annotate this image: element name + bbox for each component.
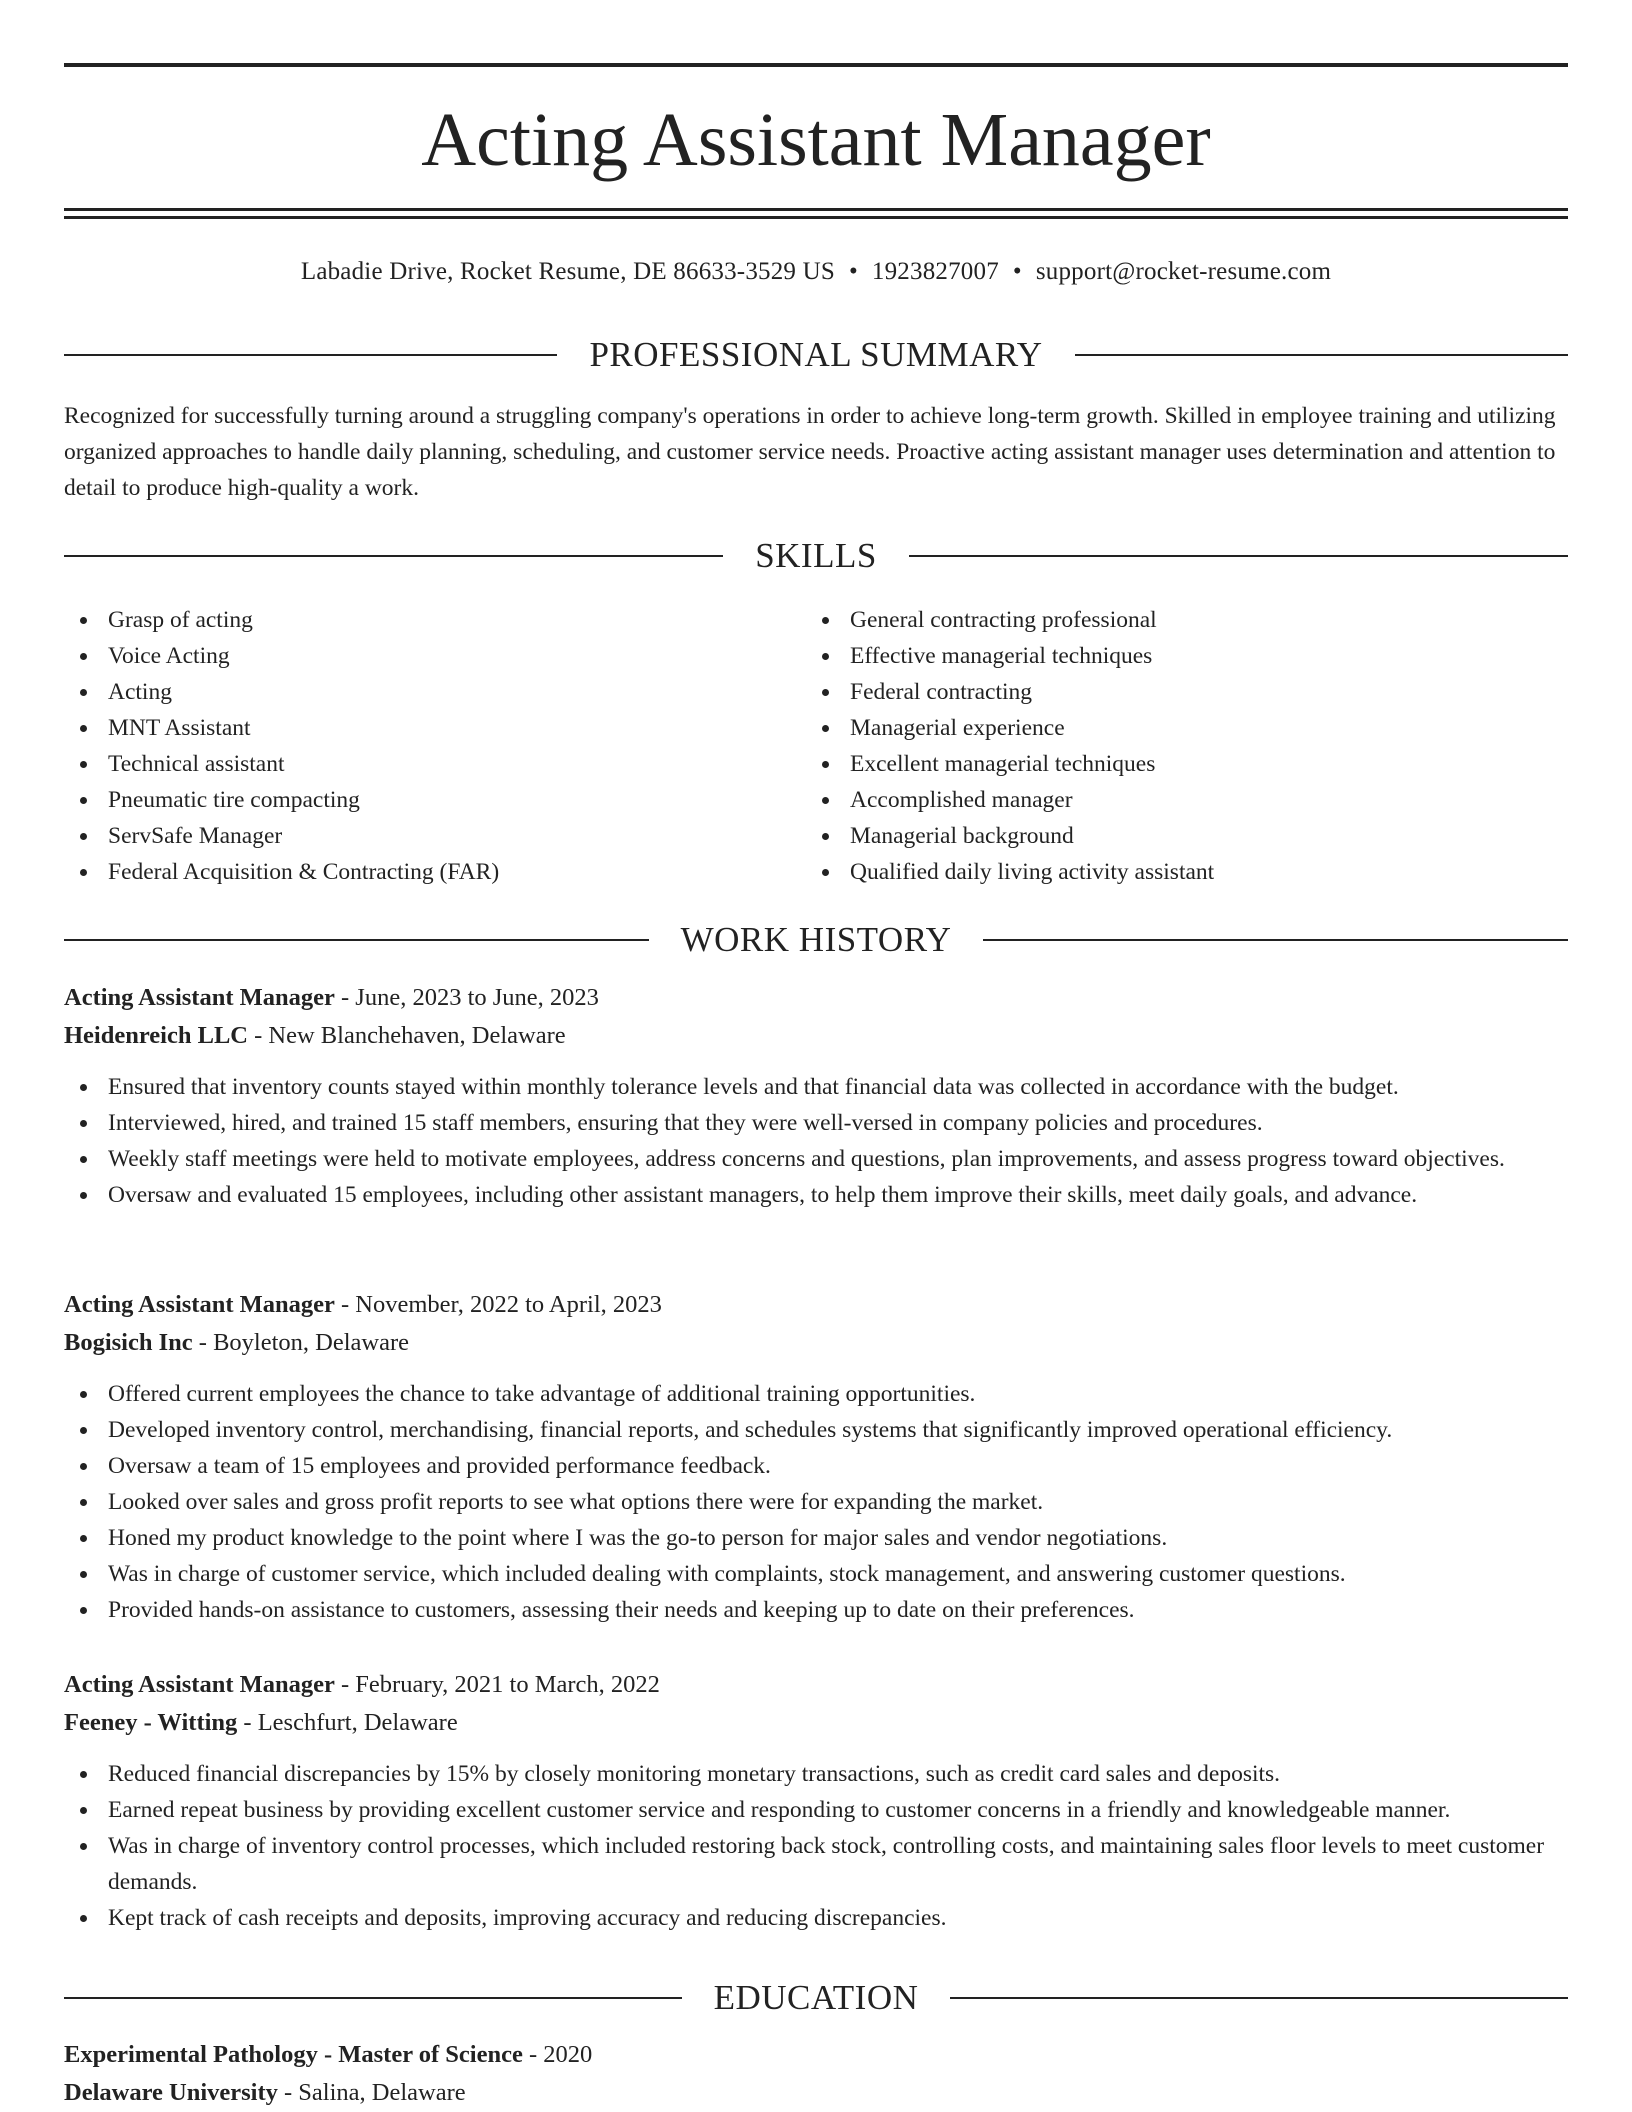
education-field: Experimental Pathology (64, 2041, 318, 2068)
contact-separator: • (848, 258, 858, 285)
contact-address: Labadie Drive, Rocket Resume, DE 86633-3529 US (300, 258, 835, 285)
education-heading-label: EDUCATION (713, 1978, 919, 2017)
skills-heading (64, 534, 1568, 578)
job-company: Feeney - Witting (64, 1709, 238, 1736)
job-location: New Blanchehaven, Delaware (268, 1022, 566, 1049)
summary-heading-label: PROFESSIONAL SUMMARY (589, 335, 1043, 374)
heading-rule (64, 1997, 682, 1999)
title-rule-lower (64, 216, 1568, 219)
heading-rule (1075, 354, 1568, 356)
job-bullet: Developed inventory control, merchandising, financial reports, and schedules systems that significantly improved operational efficiency. (64, 1412, 1568, 1448)
skill-item: Federal contracting (806, 674, 1506, 710)
top-rule (64, 63, 1568, 67)
contact-separator: • (1012, 258, 1022, 285)
job-title: Acting Assistant Manager (64, 1291, 335, 1318)
contact-line (64, 254, 1568, 290)
job-company: Heidenreich LLC (64, 1022, 248, 1049)
education-entry (64, 2036, 1568, 2112)
skill-item: Technical assistant (64, 746, 764, 782)
job-entry (64, 1666, 1568, 1936)
summary-text: Recognized for successfully turning around a struggling company's operations in order to achieve long-term growth. Skilled in employee training and utilizing organized approaches to handle daily planning, scheduling, and customer service needs. Proactive acting assistant manager uses determination and attention to detail to produce high-quality a work. (64, 403, 1556, 501)
skill-item: ServSafe Manager (64, 818, 764, 854)
dash: - (247, 1022, 269, 1049)
heading-rule (64, 354, 557, 356)
job-bullet: Reduced financial discrepancies by 15% by closely monitoring monetary transactions, such as credit card sales and deposits. (64, 1756, 1568, 1792)
work-history-heading (64, 918, 1568, 962)
job-title: Acting Assistant Manager (64, 1671, 335, 1698)
skill-item: Grasp of acting (64, 602, 764, 638)
job-title-line (64, 979, 1568, 1017)
skill-item: Pneumatic tire compacting (64, 782, 764, 818)
job-company: Bogisich Inc (64, 1329, 193, 1356)
education-year: 2020 (543, 2041, 593, 2068)
contact-email: support@rocket-resume.com (1035, 258, 1332, 285)
dash: - (334, 984, 356, 1011)
job-bullet: Provided hands-on assistance to customers, assessing their needs and keeping up to date on their preferences. (64, 1592, 1568, 1628)
job-bullet: Interviewed, hired, and trained 15 staff members, ensuring that they were well-versed in company policies and procedures. (64, 1105, 1568, 1141)
dash: - (237, 1709, 258, 1736)
skill-item: Voice Acting (64, 638, 764, 674)
dash: - (192, 1329, 214, 1356)
skill-item: General contracting professional (806, 602, 1506, 638)
job-dates: February, 2021 to March, 2022 (355, 1671, 660, 1698)
skill-item: Federal Acquisition & Contracting (FAR) (64, 854, 764, 890)
job-bullet: Oversaw and evaluated 15 employees, including other assistant managers, to help them improve their skills, meet daily goals, and advance. (64, 1177, 1568, 1213)
job-bullets (64, 1376, 1568, 1628)
skill-item: MNT Assistant (64, 710, 764, 746)
dash: - (334, 1671, 356, 1698)
dash: - (317, 2041, 339, 2068)
summary-heading (64, 333, 1568, 377)
dash: - (522, 2041, 544, 2068)
education-school-line (64, 2074, 1568, 2112)
skill-item: Effective managerial techniques (806, 638, 1506, 674)
resume-title: Acting Assistant Manager (421, 98, 1211, 182)
job-entry (64, 1286, 1568, 1628)
heading-rule (983, 939, 1568, 941)
job-location: Boyleton, Delaware (213, 1329, 410, 1356)
job-bullets (64, 1069, 1568, 1213)
job-company-line (64, 1324, 1568, 1362)
job-bullet: Honed my product knowledge to the point where I was the go-to person for major sales and vendor negotiations. (64, 1520, 1568, 1556)
skills-heading-label: SKILLS (755, 536, 877, 575)
skill-item: Accomplished manager (806, 782, 1506, 818)
education-heading (64, 1976, 1568, 2020)
contact-phone: 1923827007 (871, 258, 999, 285)
skill-item: Managerial background (806, 818, 1506, 854)
job-bullet: Earned repeat business by providing excellent customer service and responding to customer concerns in a friendly and knowledgeable manner. (64, 1792, 1568, 1828)
skills-list-left (64, 602, 764, 890)
job-bullet: Ensured that inventory counts stayed within monthly tolerance levels and that financial data was collected in accordance with the budget. (64, 1069, 1568, 1105)
job-bullet: Looked over sales and gross profit reports to see what options there were for expanding the market. (64, 1484, 1568, 1520)
education-field-degree (64, 2041, 523, 2068)
heading-rule (909, 555, 1568, 557)
skill-item: Qualified daily living activity assistant (806, 854, 1506, 890)
dash: - (277, 2079, 299, 2106)
skills-list-right (806, 602, 1506, 890)
job-bullet: Kept track of cash receipts and deposits, improving accuracy and reducing discrepancies. (64, 1900, 1568, 1936)
job-dates: November, 2022 to April, 2023 (355, 1291, 662, 1318)
job-location: Leschfurt, Delaware (257, 1709, 458, 1736)
heading-rule (64, 939, 649, 941)
job-bullet: Was in charge of customer service, which included dealing with complaints, stock management, and answering customer questions. (64, 1556, 1568, 1592)
job-title-line (64, 1666, 1568, 1704)
dash: - (334, 1291, 356, 1318)
job-bullet: Weekly staff meetings were held to motivate employees, address concerns and questions, plan improvements, and assess progress toward objectives. (64, 1141, 1568, 1177)
job-title-line (64, 1286, 1568, 1324)
job-company-line (64, 1704, 1568, 1742)
education-location: Salina, Delaware (298, 2079, 466, 2106)
job-bullet: Was in charge of inventory control processes, which included restoring back stock, controlling costs, and maintaining sales floor levels to meet customer demands. (64, 1828, 1568, 1900)
heading-rule (950, 1997, 1568, 1999)
education-degree-line (64, 2036, 1568, 2074)
heading-rule (64, 555, 723, 557)
job-bullet: Offered current employees the chance to take advantage of additional training opportunities. (64, 1376, 1568, 1412)
skill-item: Managerial experience (806, 710, 1506, 746)
skill-item: Excellent managerial techniques (806, 746, 1506, 782)
education-school: Delaware University (64, 2079, 278, 2106)
job-bullets (64, 1756, 1568, 1936)
work-history-heading-label: WORK HISTORY (680, 920, 952, 959)
job-title: Acting Assistant Manager (64, 984, 335, 1011)
job-dates: June, 2023 to June, 2023 (355, 984, 599, 1011)
job-bullet: Oversaw a team of 15 employees and provided performance feedback. (64, 1448, 1568, 1484)
job-company-line (64, 1017, 1568, 1055)
title-rule-upper (64, 208, 1568, 211)
job-entry (64, 979, 1568, 1213)
skill-item: Acting (64, 674, 764, 710)
education-degree: Master of Science (338, 2041, 523, 2068)
